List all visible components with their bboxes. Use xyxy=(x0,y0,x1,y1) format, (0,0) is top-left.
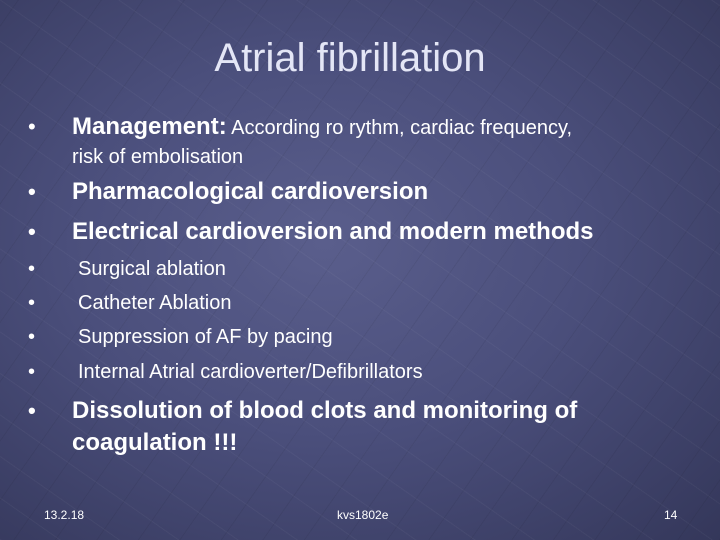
method-text: Suppression of AF by pacing xyxy=(78,326,333,348)
method-text: Catheter Ablation xyxy=(78,292,232,314)
bullet-dot: • xyxy=(28,292,36,314)
footer-author: kvs1802e xyxy=(337,508,389,522)
management-label: Management: xyxy=(72,113,227,140)
bullet-dot: • xyxy=(28,219,36,244)
dissolution-text-continued: coagulation !!! xyxy=(72,429,238,456)
method-text: Internal Atrial cardioverter/Defibrillators xyxy=(78,361,423,383)
bullet-dot: • xyxy=(28,258,36,280)
bullet-dot: • xyxy=(28,326,36,348)
method-text: Surgical ablation xyxy=(78,258,226,280)
footer-date: 13.2.18 xyxy=(44,508,85,522)
bullet-dot: • xyxy=(28,179,36,204)
bullet-dot: • xyxy=(28,398,36,423)
pharmacological-text: Pharmacological cardioversion xyxy=(72,178,429,205)
management-text-continued: risk of embolisation xyxy=(72,146,244,168)
bullet-dot: • xyxy=(28,361,36,383)
dissolution-text: Dissolution of blood clots and monitoring of xyxy=(72,397,578,424)
management-text: According ro rythm, cardiac frequency, xyxy=(226,117,573,139)
footer-page-number: 14 xyxy=(664,508,678,522)
electrical-text: Electrical cardioversion and modern methods xyxy=(72,218,594,245)
bullet-dot: • xyxy=(28,114,36,139)
slide-title: Atrial fibrillation xyxy=(214,36,486,80)
